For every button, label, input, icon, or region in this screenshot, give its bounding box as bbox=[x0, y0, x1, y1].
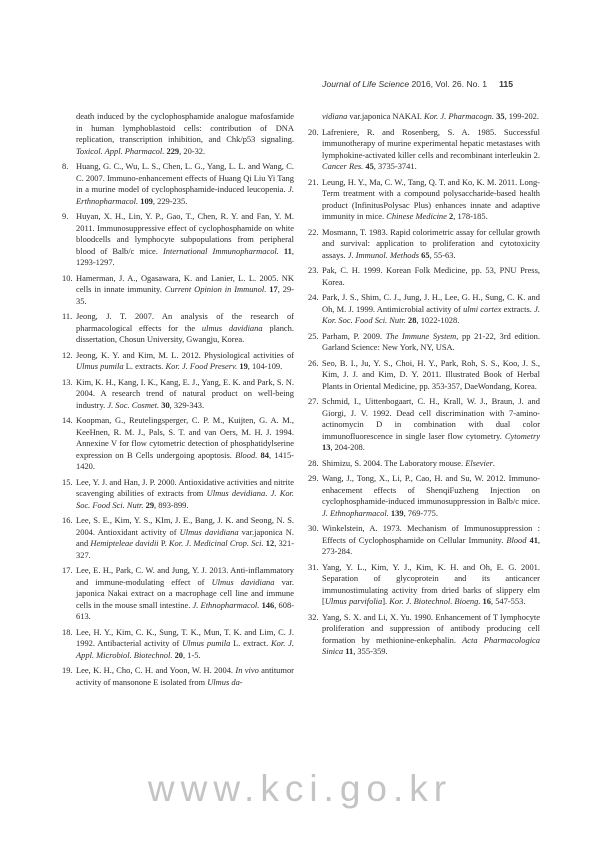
reference-text: Kim, K. H., Kang, I. K., Kang, E. J., Yang, E. K. and Park, S. N. 2004. A research trend of natural product on well-being industry. bbox=[76, 376, 294, 410]
reference-text: Kor. J. Medicinal Crop. Sci. bbox=[168, 538, 264, 548]
reference-continuation bbox=[308, 111, 540, 123]
reference-text: , pp 21-22, 3rd edition. Garland Science: New York, NY, USA. bbox=[322, 330, 541, 352]
reference-text: Ulmus da- bbox=[207, 676, 243, 687]
reference-text: 45 bbox=[365, 161, 374, 171]
reference-text: P. bbox=[158, 538, 169, 548]
reference-text: J. Ethnopharmacol. bbox=[322, 507, 389, 518]
journal-name: Journal of Life Science bbox=[322, 79, 410, 89]
reference-text: planch. dissertation, Chosun University, Gwangju, Korea. bbox=[76, 322, 294, 344]
reference-text: 109 bbox=[140, 195, 153, 206]
page-number: 115 bbox=[499, 79, 513, 89]
reference-text: Huang, G. C., Wu, L. S., Chen, L. G., Yang, L. L. and Wang, C. C. 2007. Immuno-enhancement effects of Huang Qi Liu Yi Tang in a murine model of cyclophosphamide-induced leucopenia. bbox=[76, 161, 294, 194]
reference-text: , 1415-1420. bbox=[76, 449, 294, 471]
reference-entry bbox=[308, 458, 540, 470]
reference-text: ulmi cortex bbox=[463, 303, 502, 314]
reference-text: , 355-359. bbox=[353, 646, 388, 656]
reference-entry bbox=[62, 477, 294, 512]
reference-entry bbox=[62, 415, 294, 473]
reference-entry bbox=[62, 665, 294, 688]
reference-text: Mosmann, T. 1983. Rapid colorimetric assay for cellular growth and survival: application to proliferation and cytotoxicity assays. bbox=[322, 226, 540, 260]
reference-number: 25. bbox=[308, 330, 319, 341]
reference-text: Acta Pharmacologica Sinica bbox=[322, 634, 540, 656]
reference-text: J. Kor. Soc. Food Sci. Nutr. bbox=[76, 488, 294, 510]
reference-text: Yang, S. X. and Li, X. Yu. 1990. Enhancement of T lymphocyte proliferation and suppression of antibody producing cell formation by methionine-enkephalin. bbox=[322, 611, 540, 645]
reference-text: Cancer Res. bbox=[322, 161, 364, 171]
reference-text: 16 bbox=[482, 596, 491, 606]
reference-number: 22. bbox=[308, 226, 319, 237]
reference-entry bbox=[308, 358, 540, 393]
reference-text: 35 bbox=[496, 111, 505, 121]
reference-text: , 29-35. bbox=[76, 284, 294, 306]
reference-text: vidiana bbox=[322, 111, 348, 121]
reference-entry bbox=[62, 565, 294, 623]
reference-number: 17. bbox=[62, 565, 73, 575]
reference-number: 9. bbox=[62, 211, 69, 221]
reference-text: var.japonica N. and bbox=[76, 526, 295, 548]
reference-text: 30 bbox=[161, 399, 170, 410]
reference-text: Parham, P. 2009. bbox=[322, 330, 386, 341]
reference-entry bbox=[62, 515, 294, 561]
reference-text: 20 bbox=[174, 649, 184, 660]
reference-entry bbox=[308, 396, 540, 454]
reference-number: 11. bbox=[62, 311, 73, 321]
reference-number: 15. bbox=[62, 476, 73, 487]
reference-text: , 1-5. bbox=[183, 649, 201, 660]
reference-number: 8. bbox=[62, 161, 69, 171]
reference-text: Lee, K. H., Cho, C. H. and Yoon, W. H. 2004. bbox=[76, 665, 236, 675]
reference-text: , 55-63. bbox=[429, 249, 456, 260]
reference-text: , 204-208. bbox=[330, 442, 365, 452]
reference-text: J. Soc. Cosmet. bbox=[107, 399, 160, 410]
reference-text: antitumor activity of mansonone E isolated from bbox=[76, 665, 294, 687]
reference-entry bbox=[62, 273, 294, 308]
reference-text: Wang, J., Tong, X., Li, P., Cao, H. and Su, W. 2012. Immuno-enhacement effects of ShenqiFuzheng Injection on cyclophosphamide-induced immunosuppression in Balb/c mice. bbox=[322, 473, 540, 506]
reference-number: 10. bbox=[62, 272, 73, 283]
reference-number: 13. bbox=[62, 376, 73, 387]
journal-info: 2016, Vol. 26. No. 1 bbox=[411, 79, 487, 89]
reference-text: Ulmus pumila bbox=[76, 361, 124, 371]
reference-text: Leung, H. Y., Ma, C. W., Tang, Q. T. and Ko, K. M. 2011. Long-Term treatment with a compound polysaccharide-based health product (InfinitusPolysac Plus) enhances innate and adaptive immunity in mice. bbox=[322, 176, 540, 221]
reference-text: Hemipteleae davidii bbox=[90, 538, 159, 548]
reference-text: , 769-775. bbox=[403, 507, 439, 518]
reference-text: ulmus davidiana bbox=[201, 322, 263, 333]
reference-text: , 547-553. bbox=[490, 596, 526, 606]
reference-text: , 1293-1297. bbox=[76, 245, 295, 267]
reference-number: 14. bbox=[62, 415, 73, 425]
reference-text: Kor. J. Pharmacogn. bbox=[423, 111, 495, 121]
reference-number: 26. bbox=[308, 357, 319, 368]
reference-text: Ulmus davidiana bbox=[211, 576, 275, 587]
reference-entry bbox=[62, 627, 294, 662]
reference-text: extracts. bbox=[501, 303, 535, 314]
reference-text: International Immunopharmacol. bbox=[162, 245, 279, 256]
reference-text: Winkelstein, A. 1973. Mechanism of Immunosuppression : Effects of Cyclophosphamide on Cellular Immunity. bbox=[322, 523, 540, 545]
reference-text: , 199-202. bbox=[504, 111, 540, 121]
reference-entry bbox=[62, 161, 294, 207]
reference-text: Kor. J. Biotechnol. Bioeng. bbox=[389, 596, 481, 606]
reference-entry bbox=[308, 292, 540, 327]
reference-text: . bbox=[492, 457, 496, 468]
reference-text: Lee, Y. J. and Han, J. P. 2000. Antioxidative activities and nitrite scavenging abilities of extracts from bbox=[76, 476, 294, 498]
reference-text: Current Opinion in Immunol. bbox=[164, 284, 267, 294]
reference-number: 30. bbox=[308, 523, 319, 533]
reference-text: Cytometry bbox=[504, 430, 540, 441]
reference-number: 19. bbox=[62, 665, 73, 675]
reference-text: Yang, Y. L., Kim, Y. J., Kim, K. H. and Oh, E. G. 2001. Separation of glycoprotein and its anticancer immunostimulating activity from dried barks of slippery elm [ bbox=[322, 561, 540, 606]
watermark: www.kci.go.kr bbox=[147, 768, 453, 809]
reference-text: J. Ethnopharmacol. bbox=[192, 599, 260, 610]
reference-text: L. extract. bbox=[230, 638, 272, 648]
reference-number: 21. bbox=[308, 176, 319, 187]
reference-text: , 229-235. bbox=[152, 195, 188, 206]
reference-text: 17 bbox=[269, 284, 278, 294]
reference-text: 229 bbox=[166, 145, 180, 156]
reference-entry bbox=[308, 473, 540, 519]
reference-text: Koopman, G., Reutelingsperger, C. P. M., Kuijten, G. A. M., KeeHnen, R. M. J., Pals, S. T. and van Oers, M. H. J. 1994. Annexine V for flow cytometric detection of phosphatidylserine expression on B Cells undergoing apoptosis. bbox=[76, 415, 294, 460]
reference-entry bbox=[62, 211, 294, 269]
reference-text: L. extracts. bbox=[123, 361, 166, 371]
reference-text: , 608-613. bbox=[76, 599, 295, 621]
reference-entry bbox=[308, 612, 540, 658]
reference-text: 139 bbox=[390, 507, 404, 518]
reference-number: 28. bbox=[308, 457, 319, 468]
reference-text: ]. bbox=[382, 596, 390, 606]
reference-text: , 104-109. bbox=[247, 361, 283, 371]
reference-entry bbox=[308, 177, 540, 223]
reference-text: Hamerman, J. A., Ogasawara, K. and Lanier, L. L. 2005. NK cells in innate immunity. bbox=[76, 272, 294, 294]
reference-text: , 3735-3741. bbox=[373, 161, 417, 171]
reference-text: Lee, E. H., Park, C. W. and Jung, Y. J. 2013. Anti-inflammatory and immune-modulating effect of bbox=[76, 565, 294, 587]
references-right-column bbox=[308, 111, 540, 662]
reference-text: death induced by the cyclophosphamide analogue mafosfamide in human lymphoblastoid cells: contribution of DNA replication, transcription inhibition, and Chk/p53 signaling. bbox=[76, 111, 294, 144]
reference-text: , 273-284. bbox=[322, 534, 541, 556]
reference-text: Jeong, K. Y. and Kim, M. L. 2012. Physiological activities of bbox=[76, 349, 294, 360]
reference-text: 65 bbox=[421, 249, 430, 260]
reference-number: 23. bbox=[308, 265, 319, 275]
reference-text: In vivo bbox=[235, 665, 259, 675]
reference-entry bbox=[308, 523, 540, 558]
reference-number: 24. bbox=[308, 292, 319, 302]
reference-text: Pak, C. H. 1999. Korean Folk Medicine, pp. 53, PNU Press, Korea. bbox=[322, 265, 540, 287]
reference-text: var. japonica Nakai extract on a macrophage cell line and immune cells in the mouse small intestine. bbox=[76, 576, 295, 610]
reference-text: Seo, B. I., Ju, Y. S., Choi, H. Y., Park, Roh, S. S., Koo, J. S., Kim, J. J. and Kim, D. Y. 2011. Illustrated Book of Herbal Plants in Oriental Medicine, pp. 353-357, DaeWondang, Korea. bbox=[322, 357, 540, 391]
reference-text: 13 bbox=[322, 442, 331, 452]
reference-entry bbox=[62, 350, 294, 373]
reference-text: 28 bbox=[408, 315, 417, 325]
reference-text: Kor. J. Food Preserv. bbox=[165, 361, 238, 371]
reference-text: , 321-327. bbox=[76, 538, 295, 560]
reference-text: 11 bbox=[345, 646, 354, 656]
reference-entry bbox=[308, 265, 540, 288]
reference-text: Jeong, J. T. 2007. An analysis of the research of pharmacological effects for the bbox=[76, 311, 294, 333]
journal-citation bbox=[322, 79, 487, 89]
reference-text: 11 bbox=[283, 245, 292, 256]
reference-text: Chinese Medicine bbox=[386, 211, 447, 221]
reference-text: Lee, S. E., Kim, Y. S., KIm, J. E., Bang, J. K. and Seong, N. S. 2004. Antioxidant activity of bbox=[76, 515, 294, 537]
reference-text: Ulmus parvifolia bbox=[324, 596, 383, 606]
reference-text: J. Erthnopharmacol. bbox=[76, 184, 294, 206]
reference-text: The Immune System bbox=[385, 330, 457, 341]
reference-number: 16. bbox=[62, 515, 73, 525]
reference-text: Blood. bbox=[235, 449, 258, 460]
reference-text: , 893-899. bbox=[154, 499, 189, 510]
reference-entry bbox=[308, 331, 540, 354]
reference-text: Ulmus davidiana bbox=[179, 526, 239, 537]
reference-number: 27. bbox=[308, 396, 319, 406]
reference-text: Elsevier bbox=[465, 457, 493, 468]
reference-number: 12. bbox=[62, 349, 73, 360]
reference-text: Huyan, X. H., Lin, Y. P., Gao, T., Chen, R. Y. and Fan, Y. M. 2011. Immunosuppressive effect of cyclophosphamide on white bloodcells and lymphocyte subpopulations from peripheral blood of Balb/c mice. bbox=[76, 211, 294, 256]
reference-text: Shimizu, S. 2004. The Laboratory mouse. bbox=[322, 457, 466, 468]
reference-text: Toxicol. Appl. Pharmacol. bbox=[76, 145, 165, 156]
reference-text: 12 bbox=[265, 538, 275, 548]
reference-text: 29 bbox=[145, 499, 155, 510]
reference-text: 41 bbox=[529, 534, 538, 545]
reference-text: Ulmus pumila bbox=[182, 638, 231, 648]
references-left-column bbox=[62, 111, 294, 692]
reference-text: Ulmus devidiana bbox=[206, 488, 266, 498]
reference-text: Schmid, I., Uittenbogaart, C. H., Krall, W. J., Braun, J. and Giorgi, J. V. 1992. Dead cell discrimination with 7-amino-actinomycin D in combination with dual color immunofluorescence in single laser flow cytometry. bbox=[322, 396, 540, 441]
reference-entry bbox=[308, 127, 540, 173]
reference-text: 2 bbox=[449, 211, 454, 221]
reference-text: Blood bbox=[506, 534, 527, 545]
reference-text: Kor. J. Appl. Microbiol. Biotechnol. bbox=[76, 638, 294, 660]
reference-number: 20. bbox=[308, 126, 319, 137]
reference-text: Lafreniere, R. and Rosenberg, S. A. 1985. Successful immunotherapy of murine experimental hepatic metastases with lymphokine-activated killer cells and recombinant interleukin 2. bbox=[322, 126, 540, 160]
reference-number: 32. bbox=[308, 611, 319, 622]
reference-text: J. Kor. Soc. Food Sci. Nutr. bbox=[322, 303, 540, 325]
reference-entry bbox=[308, 562, 540, 608]
reference-text: Lee, H. Y., Kim, C. K., Sung, T. K., Mun, T. K. and Lim, C. J. 1992. Antibacterial activity of bbox=[76, 626, 294, 648]
reference-text: var.japonica NAKAI. bbox=[347, 111, 424, 121]
reference-text: J. Immunol. Methods bbox=[347, 249, 420, 260]
reference-number: 31. bbox=[308, 561, 319, 572]
reference-number: 29. bbox=[308, 473, 319, 483]
reference-text: 84 bbox=[260, 449, 269, 460]
reference-text: , 178-185. bbox=[453, 211, 488, 221]
reference-text: 19 bbox=[239, 361, 248, 371]
reference-number: 18. bbox=[62, 626, 73, 637]
reference-text: , 20-32. bbox=[179, 145, 206, 156]
reference-text: , 1022-1028. bbox=[416, 315, 460, 325]
reference-text: 146 bbox=[261, 599, 275, 610]
reference-text: Park, J. S., Shim, C. J., Jung, J. H., Lee, G. H., Sung, C. K. and Oh, M. J. 1999. Antimicrobial activity of bbox=[322, 292, 540, 314]
reference-entry bbox=[308, 227, 540, 262]
reference-text: . bbox=[265, 488, 271, 498]
reference-entry bbox=[62, 311, 294, 346]
reference-text: , 329-343. bbox=[169, 399, 205, 410]
reference-entry bbox=[62, 377, 294, 412]
reference-continuation bbox=[62, 111, 294, 157]
